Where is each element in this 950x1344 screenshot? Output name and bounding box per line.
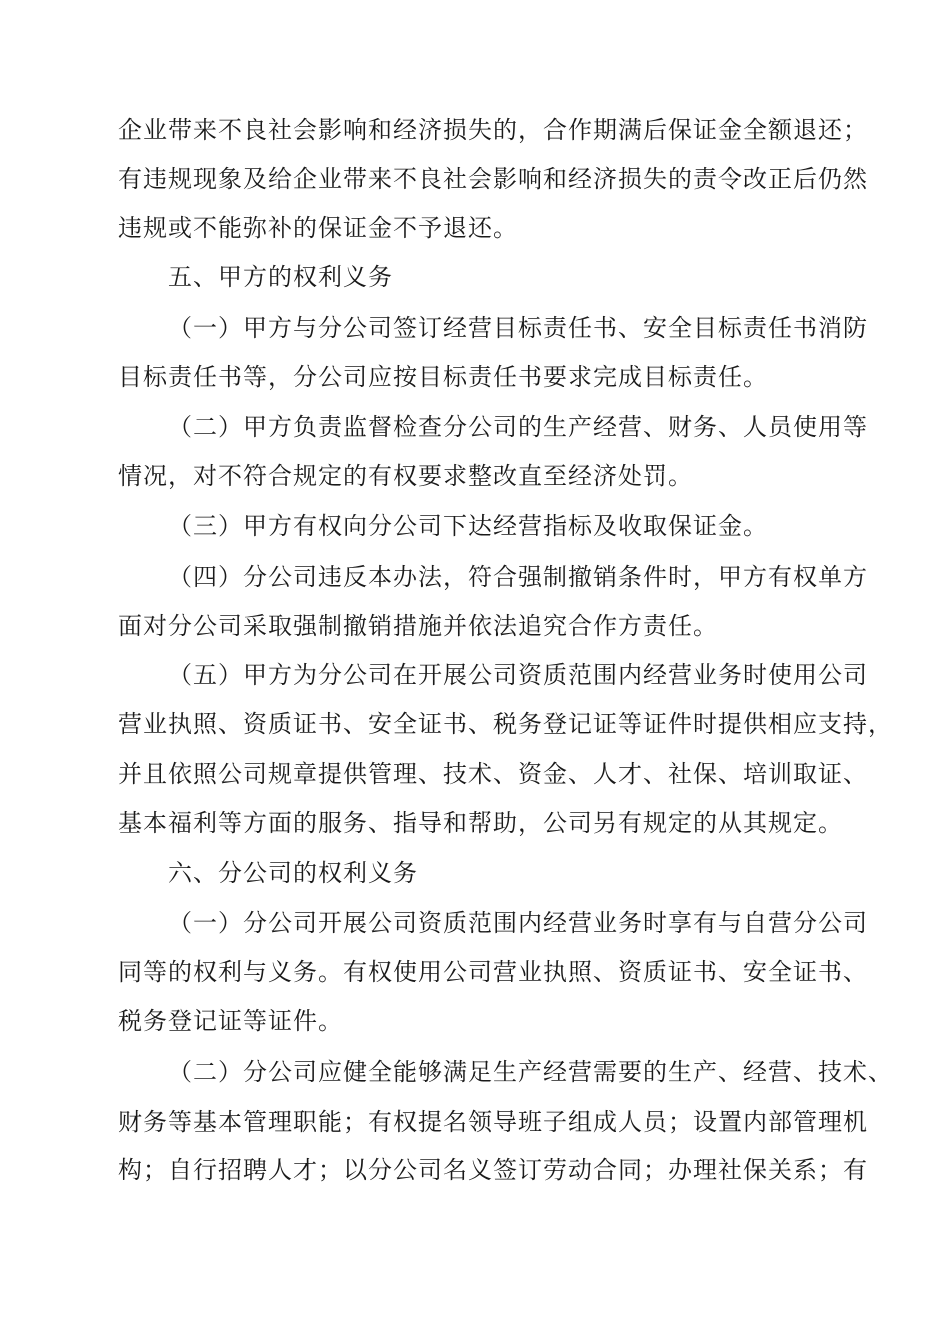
body-text-line: 财务等基本管理职能；有权提名领导班子组成人员；设置内部管理机	[118, 1108, 868, 1136]
body-text-line: （四）分公司违反本办法，符合强制撤销条件时，甲方有权单方	[168, 563, 868, 591]
body-text-line: 营业执照、资质证书、安全证书、税务登记证等证件时提供相应支持，	[118, 710, 893, 738]
body-text-line: 目标责任书等，分公司应按目标责任书要求完成目标责任。	[118, 363, 768, 391]
body-text-line: 情况，对不符合规定的有权要求整改直至经济处罚。	[118, 462, 693, 490]
body-text-line: 基本福利等方面的服务、指导和帮助，公司另有规定的从其规定。	[118, 809, 843, 837]
section-heading: 六、分公司的权利义务	[168, 859, 418, 887]
body-text-line: 企业带来不良社会影响和经济损失的，合作期满后保证金全额退还；	[118, 116, 868, 144]
body-text-line: （二）分公司应健全能够满足生产经营需要的生产、经营、技术、	[168, 1058, 893, 1086]
body-text-line: （三）甲方有权向分公司下达经营指标及收取保证金。	[168, 512, 768, 540]
body-text-line: （一）分公司开展公司资质范围内经营业务时享有与自营分公司	[168, 909, 868, 937]
body-text-line: 同等的权利与义务。有权使用公司营业执照、资质证书、安全证书、	[118, 958, 868, 986]
body-text-line: 违规或不能弥补的保证金不予退还。	[118, 214, 518, 242]
body-text-line: （二）甲方负责监督检查分公司的生产经营、财务、人员使用等	[168, 413, 868, 441]
body-text-line: 税务登记证等证件。	[118, 1007, 343, 1035]
body-text-line: （一）甲方与分公司签订经营目标责任书、安全目标责任书消防	[168, 314, 868, 342]
body-text-line: 构；自行招聘人才；以分公司名义签订劳动合同；办理社保关系；有	[118, 1156, 868, 1184]
body-text-line: 面对分公司采取强制撤销措施并依法追究合作方责任。	[118, 612, 718, 640]
body-text-line: 有违规现象及给企业带来不良社会影响和经济损失的责令改正后仍然	[118, 165, 868, 193]
body-text-line: （五）甲方为分公司在开展公司资质范围内经营业务时使用公司	[168, 661, 868, 689]
section-heading: 五、甲方的权利义务	[168, 263, 393, 291]
body-text-line: 并且依照公司规章提供管理、技术、资金、人才、社保、培训取证、	[118, 760, 868, 788]
